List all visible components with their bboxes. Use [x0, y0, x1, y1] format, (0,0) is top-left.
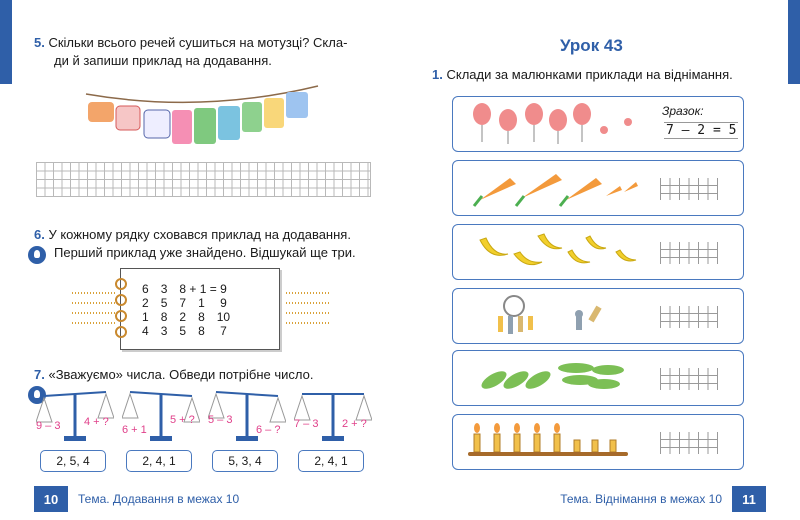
grid-cell: 5: [179, 324, 187, 338]
grid-cell: 4: [142, 324, 149, 338]
grid-row: [136, 310, 236, 324]
grid-cell: 8 + 1 = 9: [179, 282, 227, 296]
right-page-number: 11: [732, 486, 766, 512]
task6-line1: У кожному рядку сховався приклад на додавання.: [48, 227, 351, 242]
balance-scale-icon: [294, 384, 372, 444]
answer-grid[interactable]: [660, 368, 718, 390]
grid-cell: 2: [179, 310, 187, 324]
bananas-icon: [476, 230, 646, 274]
grid-cell: 8: [160, 310, 168, 324]
scale-right-expr: 6 – ?: [256, 424, 281, 436]
right-footer-topic: Тема. Віднімання в межах 10: [560, 492, 722, 506]
grid-cell: 10: [216, 310, 231, 324]
task1-text: Склади за малюнками приклади на віднімання.: [446, 67, 733, 82]
scale-right-expr: 2 + ?: [342, 418, 367, 430]
scale-left-expr: 6 + 1: [122, 424, 147, 436]
grid-cell: 6: [142, 282, 149, 296]
balance-scale-icon: [36, 384, 114, 444]
hidden-sums-grid: [136, 282, 236, 338]
answer-grid[interactable]: [660, 178, 718, 200]
grid-cell: 7: [179, 296, 187, 310]
task7-heading: [34, 366, 374, 384]
answer-grid[interactable]: [660, 242, 718, 264]
task1-number: 1.: [432, 67, 443, 82]
grid-cell: 7: [220, 324, 227, 338]
scale-3-answers[interactable]: 5, 3, 4: [212, 450, 278, 472]
scale-1-answers[interactable]: 2, 5, 4: [40, 450, 106, 472]
task5-line2: ди й запиши приклад на додавання.: [54, 53, 272, 68]
right-edge-tab: [788, 0, 800, 84]
scale-left-expr: 7 – 3: [294, 418, 319, 430]
grid-cell: 3: [160, 324, 168, 338]
grid-cell: 2: [142, 296, 149, 310]
scale-4: [294, 384, 372, 444]
scale-3: [208, 384, 286, 444]
left-footer-topic: Тема. Додавання в межах 10: [78, 492, 240, 506]
dotted-lines-left: [72, 284, 116, 330]
grid-cell: 1: [198, 296, 205, 310]
keys-icon: [490, 292, 620, 338]
pea-pods-icon: [476, 358, 636, 398]
scale-1: [36, 384, 114, 444]
lightbulb-icon: [28, 246, 46, 264]
answer-grid[interactable]: [660, 306, 718, 328]
grid-row: [136, 296, 236, 310]
scale-4-answers[interactable]: 2, 4, 1: [298, 450, 364, 472]
balloons-icon: [470, 100, 640, 146]
task7-number: 7.: [34, 367, 45, 382]
scale-2: [122, 384, 200, 444]
answer-grid[interactable]: [660, 432, 718, 454]
task7-text: «Зважуємо» числа. Обведи потрібне число.: [48, 367, 314, 382]
sample-equation: 7 – 2 = 5: [666, 123, 737, 138]
task1-heading: [432, 66, 772, 84]
grid-row: [136, 324, 236, 338]
sample-label: Зразок:: [662, 104, 704, 118]
clothesline-illustration: [82, 80, 322, 152]
grid-cell: 1: [142, 310, 149, 324]
candles-icon: [468, 418, 638, 464]
task6-number: 6.: [34, 227, 45, 242]
scale-left-expr: 5 – 3: [208, 414, 233, 426]
task5-number: 5.: [34, 35, 45, 50]
task6-heading: [34, 226, 374, 262]
grid-cell: 5: [160, 296, 168, 310]
left-page-number: 10: [34, 486, 68, 512]
scale-right-expr: 5 + ?: [170, 414, 195, 426]
grid-cell: 9: [220, 296, 227, 310]
grid-row: [136, 282, 236, 296]
dotted-lines-right: [286, 284, 330, 330]
task5-line1: Скільки всього речей сушиться на мотузці? Скла-: [48, 35, 348, 50]
spiral-rings-icon: [112, 276, 130, 342]
scale-2-answers[interactable]: 2, 4, 1: [126, 450, 192, 472]
carrots-icon: [470, 166, 640, 210]
grid-cell: 8: [198, 324, 205, 338]
grid-cell: 8: [198, 310, 205, 324]
task5-heading: [34, 34, 374, 70]
grid-cell: 3: [160, 282, 168, 296]
task6-line2: Перший приклад уже знайдено. Відшукай ще три.: [54, 245, 356, 260]
scale-left-expr: 9 – 3: [36, 420, 61, 432]
scale-right-expr: 4 + ?: [84, 416, 109, 428]
left-edge-tab: [0, 0, 12, 84]
task5-answer-grid[interactable]: [36, 162, 371, 197]
lesson-title: Урок 43: [560, 36, 623, 55]
